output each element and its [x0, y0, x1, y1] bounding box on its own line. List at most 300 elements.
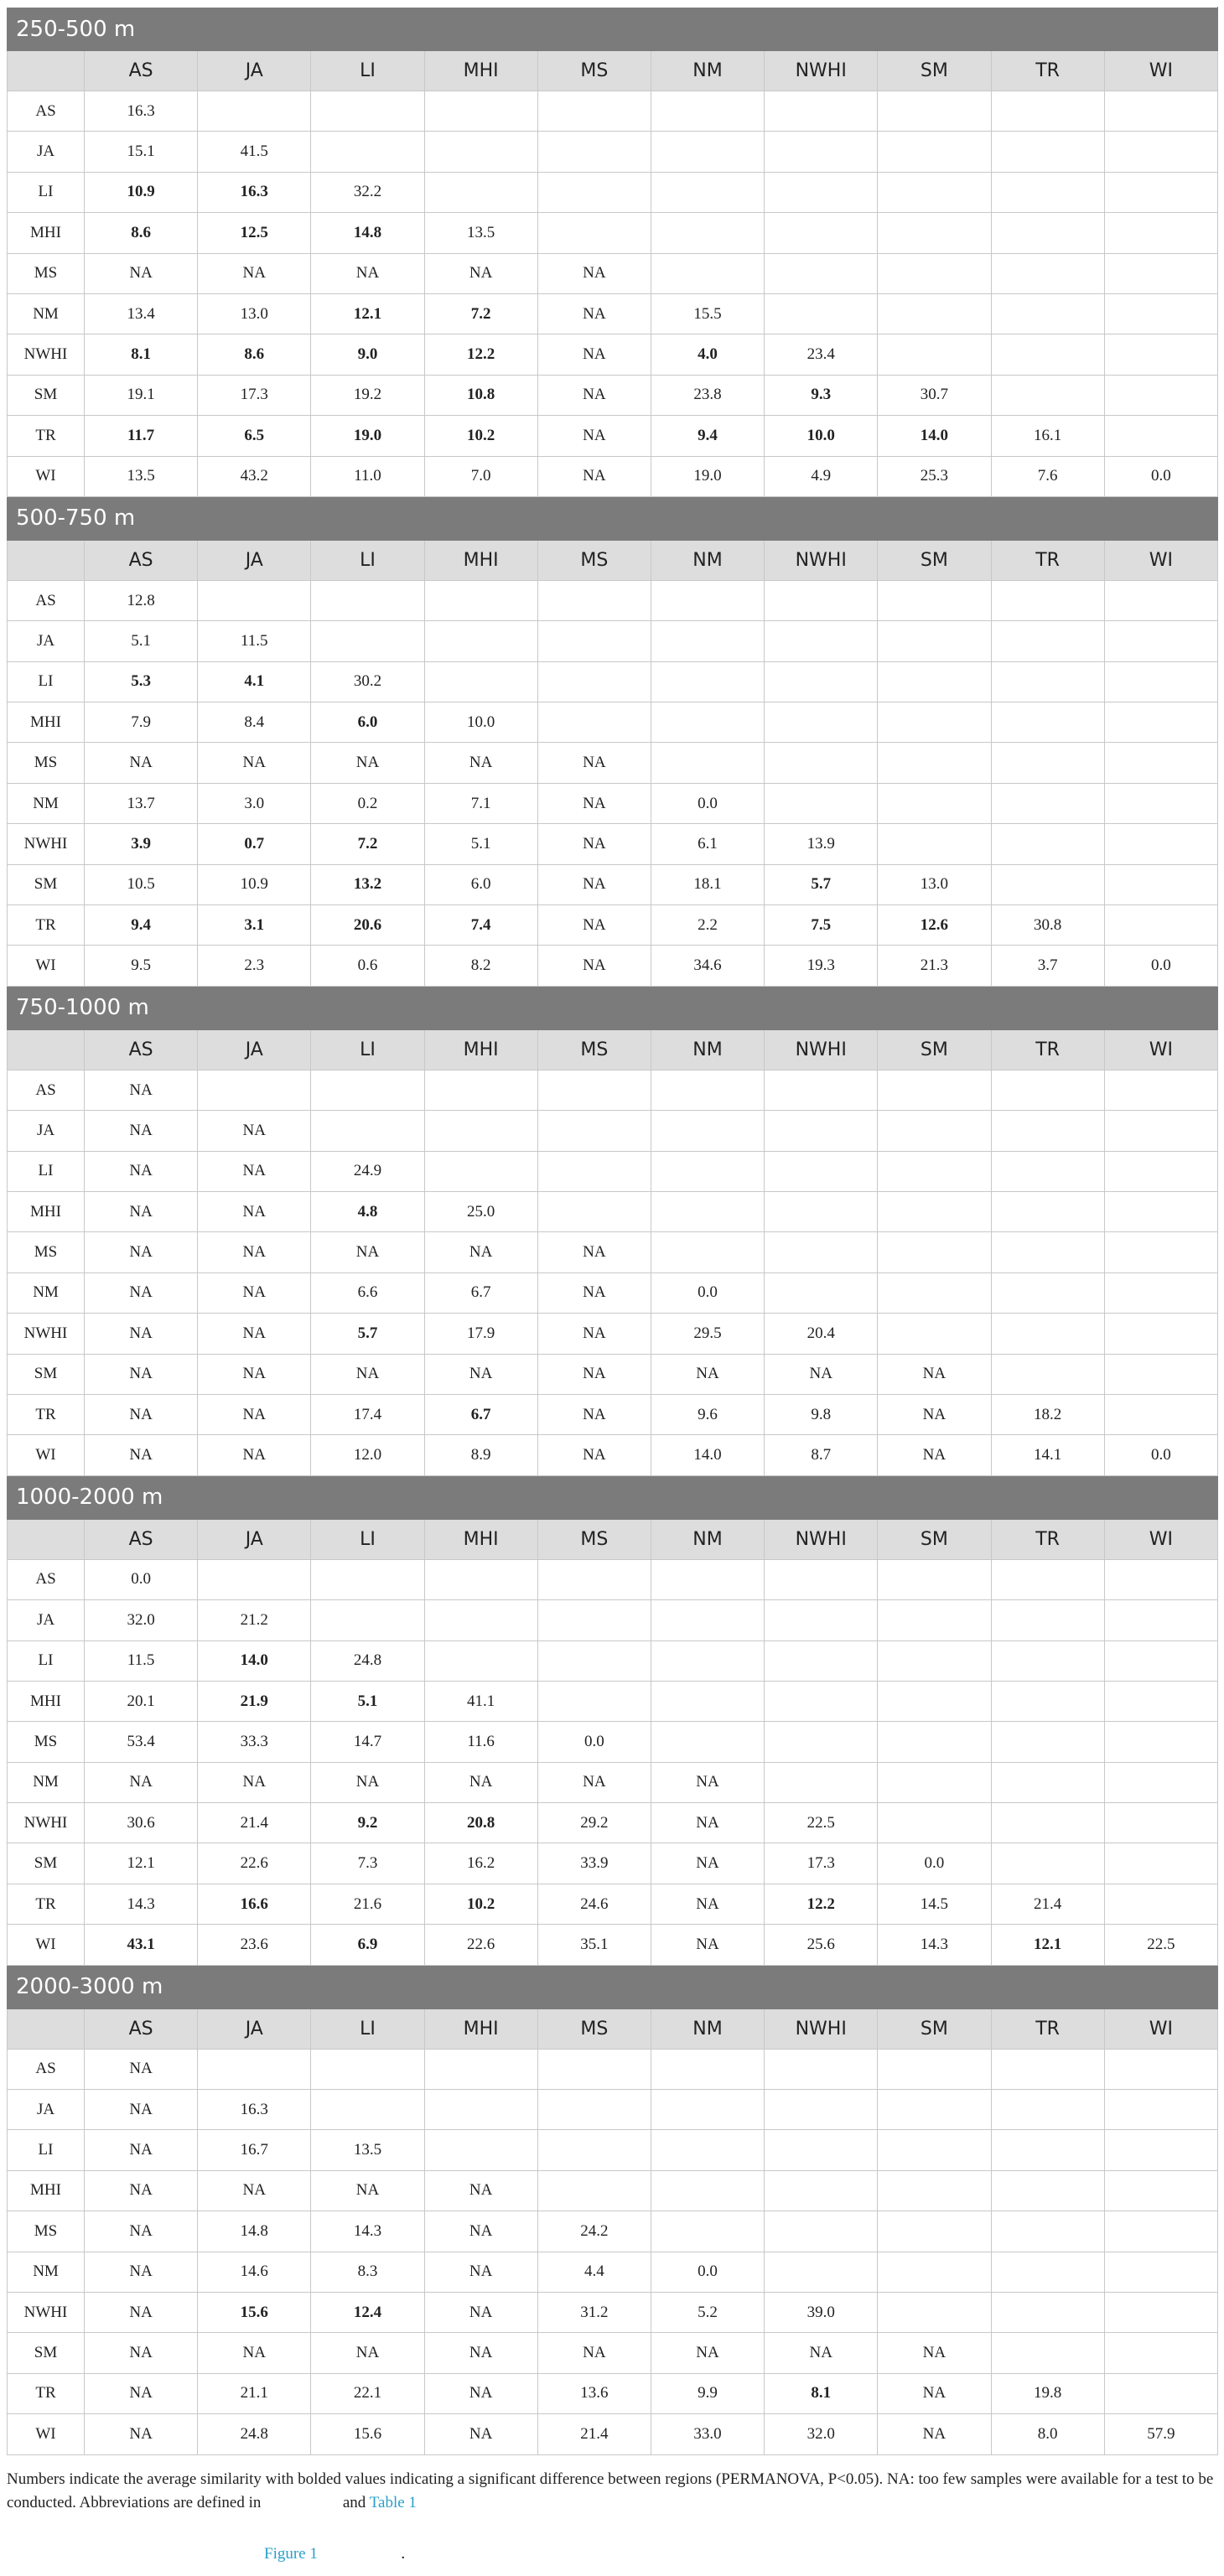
table-row — [8, 783, 1218, 823]
similarity-value: NA — [311, 253, 424, 293]
empty-cell — [1104, 1600, 1217, 1640]
empty-cell — [878, 1803, 991, 1843]
column-header: NM — [651, 1029, 764, 1070]
row-label: AS — [8, 580, 85, 620]
column-header: JA — [198, 540, 311, 580]
similarity-value: 14.7 — [311, 1722, 424, 1762]
similarity-value: 14.1 — [991, 1435, 1104, 1475]
empty-cell — [878, 1191, 991, 1231]
column-header: WI — [1104, 2008, 1217, 2049]
table-row — [8, 1232, 1218, 1272]
similarity-value: 10.8 — [424, 375, 537, 415]
empty-cell — [1104, 1803, 1217, 1843]
empty-cell — [1104, 416, 1217, 456]
table-row — [8, 1722, 1218, 1762]
similarity-value: 9.3 — [765, 375, 878, 415]
similarity-value: NA — [85, 743, 198, 783]
similarity-value: 10.2 — [424, 416, 537, 456]
table-row — [8, 2373, 1218, 2413]
similarity-value: NA — [765, 2333, 878, 2373]
column-header: WI — [1104, 1029, 1217, 1070]
similarity-value: 6.0 — [424, 864, 537, 904]
empty-cell — [878, 1681, 991, 1721]
empty-cell — [765, 1681, 878, 1721]
similarity-value: NA — [537, 1762, 651, 1802]
table-row — [8, 1559, 1218, 1599]
row-label: LI — [8, 1640, 85, 1681]
empty-cell — [537, 213, 651, 253]
column-header: NWHI — [765, 1029, 878, 1070]
empty-cell — [311, 1070, 424, 1110]
similarity-value: NA — [311, 1762, 424, 1802]
empty-cell — [765, 213, 878, 253]
empty-cell — [991, 334, 1104, 375]
similarity-value: 21.4 — [991, 1884, 1104, 1924]
similarity-value: 21.4 — [198, 1803, 311, 1843]
empty-cell — [991, 1111, 1104, 1151]
similarity-value: 20.4 — [765, 1314, 878, 1354]
table-row — [8, 416, 1218, 456]
empty-cell — [765, 132, 878, 172]
similarity-value: NA — [198, 1314, 311, 1354]
column-header: AS — [85, 1029, 198, 1070]
similarity-value: NA — [85, 1232, 198, 1272]
empty-cell — [537, 91, 651, 132]
row-label: LI — [8, 1151, 85, 1191]
row-label: WI — [8, 2414, 85, 2454]
empty-cell — [537, 621, 651, 661]
similarity-value: NA — [537, 946, 651, 986]
similarity-value: 0.0 — [651, 783, 764, 823]
column-header: SM — [878, 1519, 991, 1559]
row-label: TR — [8, 416, 85, 456]
similarity-value: NA — [424, 1232, 537, 1272]
empty-cell — [537, 2049, 651, 2089]
section-title: 500-750 m — [8, 496, 1218, 540]
similarity-value: 30.7 — [878, 375, 991, 415]
similarity-value: 11.5 — [85, 1640, 198, 1681]
similarity-value: 8.1 — [85, 334, 198, 375]
empty-cell — [311, 580, 424, 620]
empty-cell — [424, 2090, 537, 2130]
similarity-value: 5.7 — [765, 864, 878, 904]
empty-cell — [651, 1151, 764, 1191]
similarity-value: 5.1 — [311, 1681, 424, 1721]
empty-cell — [1104, 2090, 1217, 2130]
empty-cell — [424, 1111, 537, 1151]
empty-cell — [537, 661, 651, 702]
table-row — [8, 213, 1218, 253]
empty-cell — [765, 172, 878, 212]
empty-cell — [1104, 334, 1217, 375]
similarity-value: 24.8 — [311, 1640, 424, 1681]
table-row — [8, 1272, 1218, 1313]
row-label: NM — [8, 2252, 85, 2292]
similarity-value: 19.8 — [991, 2373, 1104, 2413]
empty-cell — [424, 172, 537, 212]
similarity-value: 6.9 — [311, 1925, 424, 1965]
row-label: TR — [8, 905, 85, 946]
row-label: MHI — [8, 2170, 85, 2211]
similarity-value: 9.4 — [651, 416, 764, 456]
column-header: NM — [651, 51, 764, 91]
similarity-value: NA — [311, 743, 424, 783]
similarity-value: 10.0 — [424, 702, 537, 743]
row-label: NM — [8, 1272, 85, 1313]
similarity-value: 15.5 — [651, 293, 764, 334]
column-header: LI — [311, 2008, 424, 2049]
empty-cell — [1104, 621, 1217, 661]
row-label: MHI — [8, 1191, 85, 1231]
similarity-value: NA — [85, 1151, 198, 1191]
empty-cell — [878, 1722, 991, 1762]
similarity-value: 17.4 — [311, 1394, 424, 1434]
similarity-value: NA — [537, 1232, 651, 1272]
row-label: MHI — [8, 702, 85, 743]
similarity-value: 5.1 — [424, 824, 537, 864]
empty-cell — [537, 2170, 651, 2211]
figure-period: . — [401, 2545, 406, 2563]
empty-cell — [991, 213, 1104, 253]
row-label: JA — [8, 2090, 85, 2130]
similarity-value: 5.7 — [311, 1314, 424, 1354]
empty-cell — [1104, 2211, 1217, 2252]
footnote-and: and — [342, 2494, 366, 2511]
similarity-value: 0.0 — [651, 2252, 764, 2292]
similarity-value: NA — [537, 334, 651, 375]
similarity-value: 39.0 — [765, 2292, 878, 2332]
figure-1-link[interactable]: Figure 1 — [264, 2545, 318, 2563]
table-row — [8, 661, 1218, 702]
empty-cell — [424, 91, 537, 132]
column-header: JA — [198, 51, 311, 91]
table-row — [8, 864, 1218, 904]
empty-cell — [1104, 905, 1217, 946]
empty-cell — [878, 2049, 991, 2089]
empty-cell — [878, 253, 991, 293]
empty-cell — [651, 2049, 764, 2089]
empty-cell — [651, 213, 764, 253]
empty-cell — [651, 1600, 764, 1640]
similarity-value: NA — [537, 905, 651, 946]
empty-cell — [878, 2090, 991, 2130]
empty-cell — [991, 1272, 1104, 1313]
column-header: MHI — [424, 1519, 537, 1559]
similarity-value: 13.9 — [765, 824, 878, 864]
similarity-value: 10.5 — [85, 864, 198, 904]
similarity-value: 8.6 — [85, 213, 198, 253]
section-header-row — [8, 8, 1218, 51]
similarity-value: 21.6 — [311, 1884, 424, 1924]
table-row — [8, 172, 1218, 212]
empty-cell — [651, 172, 764, 212]
similarity-value: 5.3 — [85, 661, 198, 702]
table-row — [8, 132, 1218, 172]
column-header: LI — [311, 1519, 424, 1559]
row-label: NM — [8, 783, 85, 823]
similarity-value: NA — [878, 1354, 991, 1394]
empty-cell — [537, 2090, 651, 2130]
empty-cell — [878, 621, 991, 661]
similarity-value: 13.0 — [878, 864, 991, 904]
similarity-value: NA — [85, 2373, 198, 2413]
empty-cell — [765, 1232, 878, 1272]
similarity-value: 19.2 — [311, 375, 424, 415]
empty-cell — [537, 580, 651, 620]
empty-cell — [424, 1070, 537, 1110]
table-row — [8, 2414, 1218, 2454]
empty-cell — [1104, 1151, 1217, 1191]
similarity-table-container — [7, 7, 1217, 2455]
empty-cell — [1104, 1762, 1217, 1802]
empty-cell — [651, 91, 764, 132]
column-header: MS — [537, 540, 651, 580]
table-row — [8, 1151, 1218, 1191]
row-label: WI — [8, 1925, 85, 1965]
similarity-value: 7.4 — [424, 905, 537, 946]
similarity-value: 8.1 — [765, 2373, 878, 2413]
row-label: WI — [8, 946, 85, 986]
table-row — [8, 1803, 1218, 1843]
similarity-value: 25.0 — [424, 1191, 537, 1231]
empty-cell — [991, 580, 1104, 620]
empty-cell — [991, 621, 1104, 661]
empty-cell — [991, 2090, 1104, 2130]
similarity-value: 13.5 — [424, 213, 537, 253]
similarity-value: 24.8 — [198, 2414, 311, 2454]
similarity-value: 29.5 — [651, 1314, 764, 1354]
column-header: MHI — [424, 51, 537, 91]
similarity-value: NA — [651, 1843, 764, 1884]
empty-cell — [1104, 1884, 1217, 1924]
row-label: SM — [8, 864, 85, 904]
row-label: MS — [8, 1722, 85, 1762]
table-row — [8, 2333, 1218, 2373]
row-label: TR — [8, 1884, 85, 1924]
empty-cell — [991, 1843, 1104, 1884]
empty-cell — [1104, 2292, 1217, 2332]
similarity-value: 21.4 — [537, 2414, 651, 2454]
column-header: MHI — [424, 540, 537, 580]
empty-cell — [651, 2170, 764, 2211]
similarity-value: 10.9 — [85, 172, 198, 212]
similarity-value: 20.8 — [424, 1803, 537, 1843]
similarity-value: NA — [198, 1435, 311, 1475]
empty-cell — [424, 1151, 537, 1191]
empty-cell — [765, 2211, 878, 2252]
column-header: JA — [198, 1029, 311, 1070]
empty-cell — [1104, 1272, 1217, 1313]
column-header: TR — [991, 540, 1104, 580]
table-row — [8, 375, 1218, 415]
empty-cell — [1104, 1640, 1217, 1681]
empty-cell — [765, 2049, 878, 2089]
similarity-value: NA — [878, 2414, 991, 2454]
column-header: AS — [85, 1519, 198, 1559]
column-header: WI — [1104, 1519, 1217, 1559]
row-label: SM — [8, 2333, 85, 2373]
empty-cell — [765, 91, 878, 132]
table-row — [8, 2049, 1218, 2089]
similarity-value: 14.3 — [311, 2211, 424, 2252]
similarity-value: NA — [85, 2049, 198, 2089]
similarity-value: NA — [85, 1394, 198, 1434]
similarity-value: 12.4 — [311, 2292, 424, 2332]
column-header: LI — [311, 1029, 424, 1070]
empty-cell — [878, 2170, 991, 2211]
empty-cell — [1104, 1191, 1217, 1231]
empty-cell — [1104, 743, 1217, 783]
similarity-value: 21.3 — [878, 946, 991, 986]
empty-cell — [878, 293, 991, 334]
row-label: JA — [8, 132, 85, 172]
similarity-value: 16.6 — [198, 1884, 311, 1924]
empty-cell — [1104, 1843, 1217, 1884]
table-1-link[interactable]: Table 1 — [369, 2494, 417, 2511]
similarity-value: 41.1 — [424, 1681, 537, 1721]
corner-cell — [8, 1519, 85, 1559]
table-row — [8, 1354, 1218, 1394]
empty-cell — [878, 1640, 991, 1681]
empty-cell — [1104, 783, 1217, 823]
column-header: JA — [198, 1519, 311, 1559]
empty-cell — [537, 1070, 651, 1110]
similarity-value: NA — [198, 743, 311, 783]
row-label: AS — [8, 91, 85, 132]
similarity-value: NA — [198, 1191, 311, 1231]
empty-cell — [878, 2130, 991, 2170]
similarity-value: 7.9 — [85, 702, 198, 743]
row-label: SM — [8, 375, 85, 415]
table-row — [8, 293, 1218, 334]
similarity-value: NA — [424, 253, 537, 293]
empty-cell — [198, 1559, 311, 1599]
similarity-value: 10.0 — [765, 416, 878, 456]
empty-cell — [765, 743, 878, 783]
column-header-row — [8, 540, 1218, 580]
empty-cell — [311, 91, 424, 132]
similarity-value: 4.1 — [198, 661, 311, 702]
similarity-value: 14.3 — [85, 1884, 198, 1924]
empty-cell — [1104, 824, 1217, 864]
table-row — [8, 1640, 1218, 1681]
row-label: SM — [8, 1354, 85, 1394]
similarity-value: NA — [85, 1435, 198, 1475]
similarity-value: NA — [537, 375, 651, 415]
empty-cell — [1104, 1559, 1217, 1599]
empty-cell — [1104, 2130, 1217, 2170]
empty-cell — [651, 702, 764, 743]
similarity-value: NA — [85, 253, 198, 293]
empty-cell — [878, 1559, 991, 1599]
row-label: NWHI — [8, 2292, 85, 2332]
empty-cell — [424, 621, 537, 661]
empty-cell — [311, 2049, 424, 2089]
similarity-value: NA — [85, 1191, 198, 1231]
similarity-value: 15.6 — [198, 2292, 311, 2332]
column-header: SM — [878, 51, 991, 91]
similarity-value: NA — [537, 253, 651, 293]
similarity-value: 12.1 — [991, 1925, 1104, 1965]
similarity-value: 14.0 — [198, 1640, 311, 1681]
row-label: NWHI — [8, 824, 85, 864]
similarity-value: 9.6 — [651, 1394, 764, 1434]
table-row — [8, 743, 1218, 783]
empty-cell — [991, 1722, 1104, 1762]
similarity-value: 11.6 — [424, 1722, 537, 1762]
similarity-value: 16.2 — [424, 1843, 537, 1884]
empty-cell — [537, 1640, 651, 1681]
similarity-value: 13.6 — [537, 2373, 651, 2413]
similarity-value: NA — [537, 1435, 651, 1475]
similarity-value: 5.1 — [85, 621, 198, 661]
empty-cell — [651, 1191, 764, 1231]
similarity-value: 13.7 — [85, 783, 198, 823]
similarity-value: NA — [424, 1354, 537, 1394]
corner-cell — [8, 2008, 85, 2049]
empty-cell — [1104, 132, 1217, 172]
empty-cell — [1104, 1070, 1217, 1110]
similarity-value: 13.5 — [85, 456, 198, 496]
similarity-value: 7.2 — [424, 293, 537, 334]
similarity-value: 10.9 — [198, 864, 311, 904]
similarity-value: 12.0 — [311, 1435, 424, 1475]
empty-cell — [311, 1600, 424, 1640]
empty-cell — [991, 132, 1104, 172]
empty-cell — [765, 1762, 878, 1802]
empty-cell — [651, 2211, 764, 2252]
similarity-value: 13.5 — [311, 2130, 424, 2170]
similarity-value: 11.7 — [85, 416, 198, 456]
row-label: TR — [8, 2373, 85, 2413]
corner-cell — [8, 540, 85, 580]
row-label: MS — [8, 1232, 85, 1272]
table-row — [8, 1070, 1218, 1110]
empty-cell — [651, 2090, 764, 2130]
similarity-value: 0.0 — [1104, 1435, 1217, 1475]
similarity-value: 20.1 — [85, 1681, 198, 1721]
empty-cell — [198, 91, 311, 132]
similarity-value: NA — [85, 1111, 198, 1151]
similarity-value: NA — [85, 2211, 198, 2252]
table-row — [8, 580, 1218, 620]
similarity-value: 13.2 — [311, 864, 424, 904]
figure-reference — [264, 2545, 405, 2563]
row-label: MHI — [8, 213, 85, 253]
empty-cell — [1104, 661, 1217, 702]
similarity-value: 35.1 — [537, 1925, 651, 1965]
similarity-value: NA — [198, 1354, 311, 1394]
similarity-value: NA — [537, 824, 651, 864]
similarity-value: NA — [537, 2333, 651, 2373]
similarity-value: 21.9 — [198, 1681, 311, 1721]
empty-cell — [1104, 580, 1217, 620]
empty-cell — [1104, 2333, 1217, 2373]
similarity-value: 9.2 — [311, 1803, 424, 1843]
similarity-value: 30.6 — [85, 1803, 198, 1843]
row-label: LI — [8, 2130, 85, 2170]
similarity-value: NA — [85, 2292, 198, 2332]
similarity-value: 16.3 — [198, 172, 311, 212]
similarity-value: 17.3 — [765, 1843, 878, 1884]
empty-cell — [765, 1722, 878, 1762]
similarity-value: 16.7 — [198, 2130, 311, 2170]
empty-cell — [991, 1151, 1104, 1191]
row-label: LI — [8, 661, 85, 702]
similarity-value: 22.6 — [198, 1843, 311, 1884]
table-row — [8, 1435, 1218, 1475]
empty-cell — [537, 1151, 651, 1191]
